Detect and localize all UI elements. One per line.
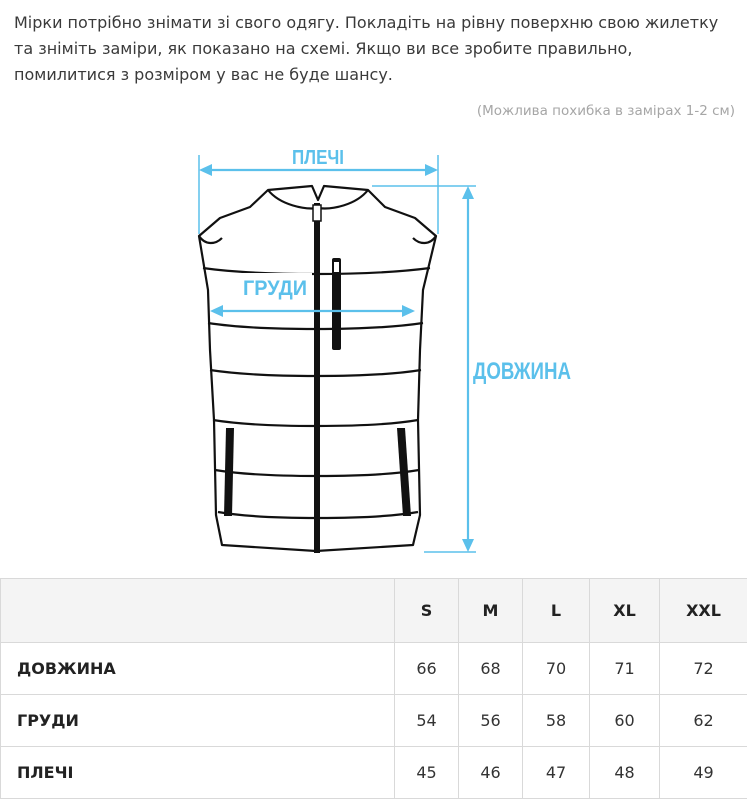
vest-measurement-diagram: [0, 130, 747, 560]
row-label-chest: ГРУДИ: [1, 695, 395, 747]
size-table: [0, 578, 747, 799]
measurement-note: (Можлива похибка в замірах 1-2 см): [476, 103, 735, 119]
table-cell: 54: [395, 695, 459, 747]
size-header-l: L: [523, 579, 590, 643]
table-row: [1, 747, 747, 799]
table-row: [1, 643, 747, 695]
table-cell: 56: [459, 695, 523, 747]
length-label: ДОВЖИНА: [473, 358, 571, 385]
table-cell: 68: [459, 643, 523, 695]
size-header-s: S: [395, 579, 459, 643]
row-label-length: ДОВЖИНА: [1, 643, 395, 695]
table-cell: 71: [590, 643, 660, 695]
armhole-left: [199, 236, 222, 243]
chest-arrow: [210, 305, 415, 317]
table-cell: 72: [660, 643, 747, 695]
size-header-row: [1, 579, 747, 643]
side-pocket-left: [224, 428, 234, 516]
table-cell: 46: [459, 747, 523, 799]
table-cell: 45: [395, 747, 459, 799]
table-cell: 62: [660, 695, 747, 747]
zipper: [314, 203, 320, 553]
chest-pocket-pull: [334, 262, 339, 272]
zipper-pull: [313, 205, 321, 221]
header-empty-cell: [1, 579, 395, 643]
row-label-shoulders: ПЛЕЧІ: [1, 747, 395, 799]
length-arrow: [372, 186, 476, 552]
armhole-right: [413, 236, 436, 243]
shoulders-label: ПЛЕЧІ: [292, 147, 344, 169]
intro-text: Мірки потрібно знімати зі свого одягу. Покладіть на рівну поверхню свою жилетку та зніміть заміри, як показано на схемі. Якщо ви все зробите правильно, помилитися з розміром у вас не буде шансу.: [14, 13, 719, 84]
table-cell: 47: [523, 747, 590, 799]
table-cell: 49: [660, 747, 747, 799]
size-header-m: M: [459, 579, 523, 643]
size-header-xxl: XXL: [660, 579, 747, 643]
chest-label: ГРУДИ: [243, 277, 307, 300]
table-cell: 48: [590, 747, 660, 799]
size-header-xl: XL: [590, 579, 660, 643]
table-row: [1, 695, 747, 747]
table-cell: 60: [590, 695, 660, 747]
table-cell: 66: [395, 643, 459, 695]
table-cell: 70: [523, 643, 590, 695]
table-cell: 58: [523, 695, 590, 747]
